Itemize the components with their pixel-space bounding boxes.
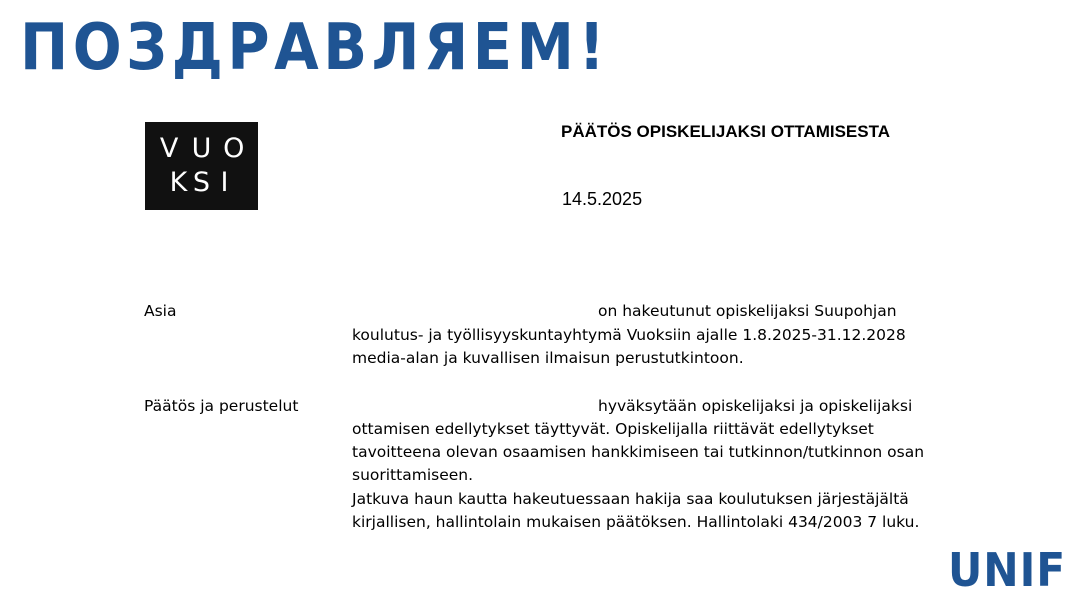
section-label-asia: Asia bbox=[144, 302, 177, 320]
section-label-paatos: Päätös ja perustelut bbox=[144, 397, 299, 415]
section-text-line: Jatkuva haun kautta hakeutuessaan hakija saa koulutuksen järjestäjältä bbox=[352, 490, 909, 508]
unif-logo-letter: N bbox=[983, 543, 1020, 597]
vuoksi-logo-row-1 bbox=[145, 134, 258, 164]
unif-logo-letter: F bbox=[1036, 543, 1067, 597]
unif-logo bbox=[948, 545, 1066, 595]
section-text-line: on hakeutunut opiskelijaksi Suupohjan bbox=[598, 302, 897, 320]
unif-logo-letter: U bbox=[948, 543, 984, 597]
section-text-line: suorittamiseen. bbox=[352, 466, 474, 484]
vuoksi-logo-letter: V bbox=[159, 133, 179, 164]
vuoksi-logo-letter: U bbox=[191, 133, 212, 164]
vuoksi-logo-letter: I bbox=[220, 167, 229, 198]
vuoksi-logo-letter: S bbox=[192, 167, 211, 198]
unif-logo-letter: I bbox=[1019, 543, 1037, 597]
section-text-line: hyväksytään opiskelijaksi ja opiskelijaksi bbox=[598, 397, 913, 415]
section-text-line: ottamisen edellytykset täyttyvät. Opiskelijalla riittävät edellytykset bbox=[352, 420, 874, 438]
vuoksi-logo-letter: K bbox=[169, 167, 188, 198]
document-date: 14.5.2025 bbox=[562, 189, 643, 209]
section-text-line: tavoitteena olevan osaamisen hankkimiseen tai tutkinnon/tutkinnon osan bbox=[352, 443, 925, 461]
document-title: PÄÄTÖS OPISKELIJAKSI OTTAMISESTA bbox=[561, 122, 891, 141]
section-text-line: koulutus- ja työllisyyskuntayhtymä Vuoksiin ajalle 1.8.2025-31.12.2028 bbox=[352, 326, 906, 344]
section-text-line: kirjallisen, hallintolain mukaisen päätöksen. Hallintolaki 434/2003 7 luku. bbox=[352, 513, 920, 531]
vuoksi-logo-row-2 bbox=[145, 168, 258, 198]
vuoksi-logo bbox=[145, 122, 258, 210]
vuoksi-logo-letter: O bbox=[223, 133, 245, 164]
congratulations-headline: ПОЗДРАВЛЯЕМ! bbox=[20, 11, 610, 85]
section-text-line: media-alan ja kuvallisen ilmaisun perustutkintoon. bbox=[352, 349, 744, 367]
